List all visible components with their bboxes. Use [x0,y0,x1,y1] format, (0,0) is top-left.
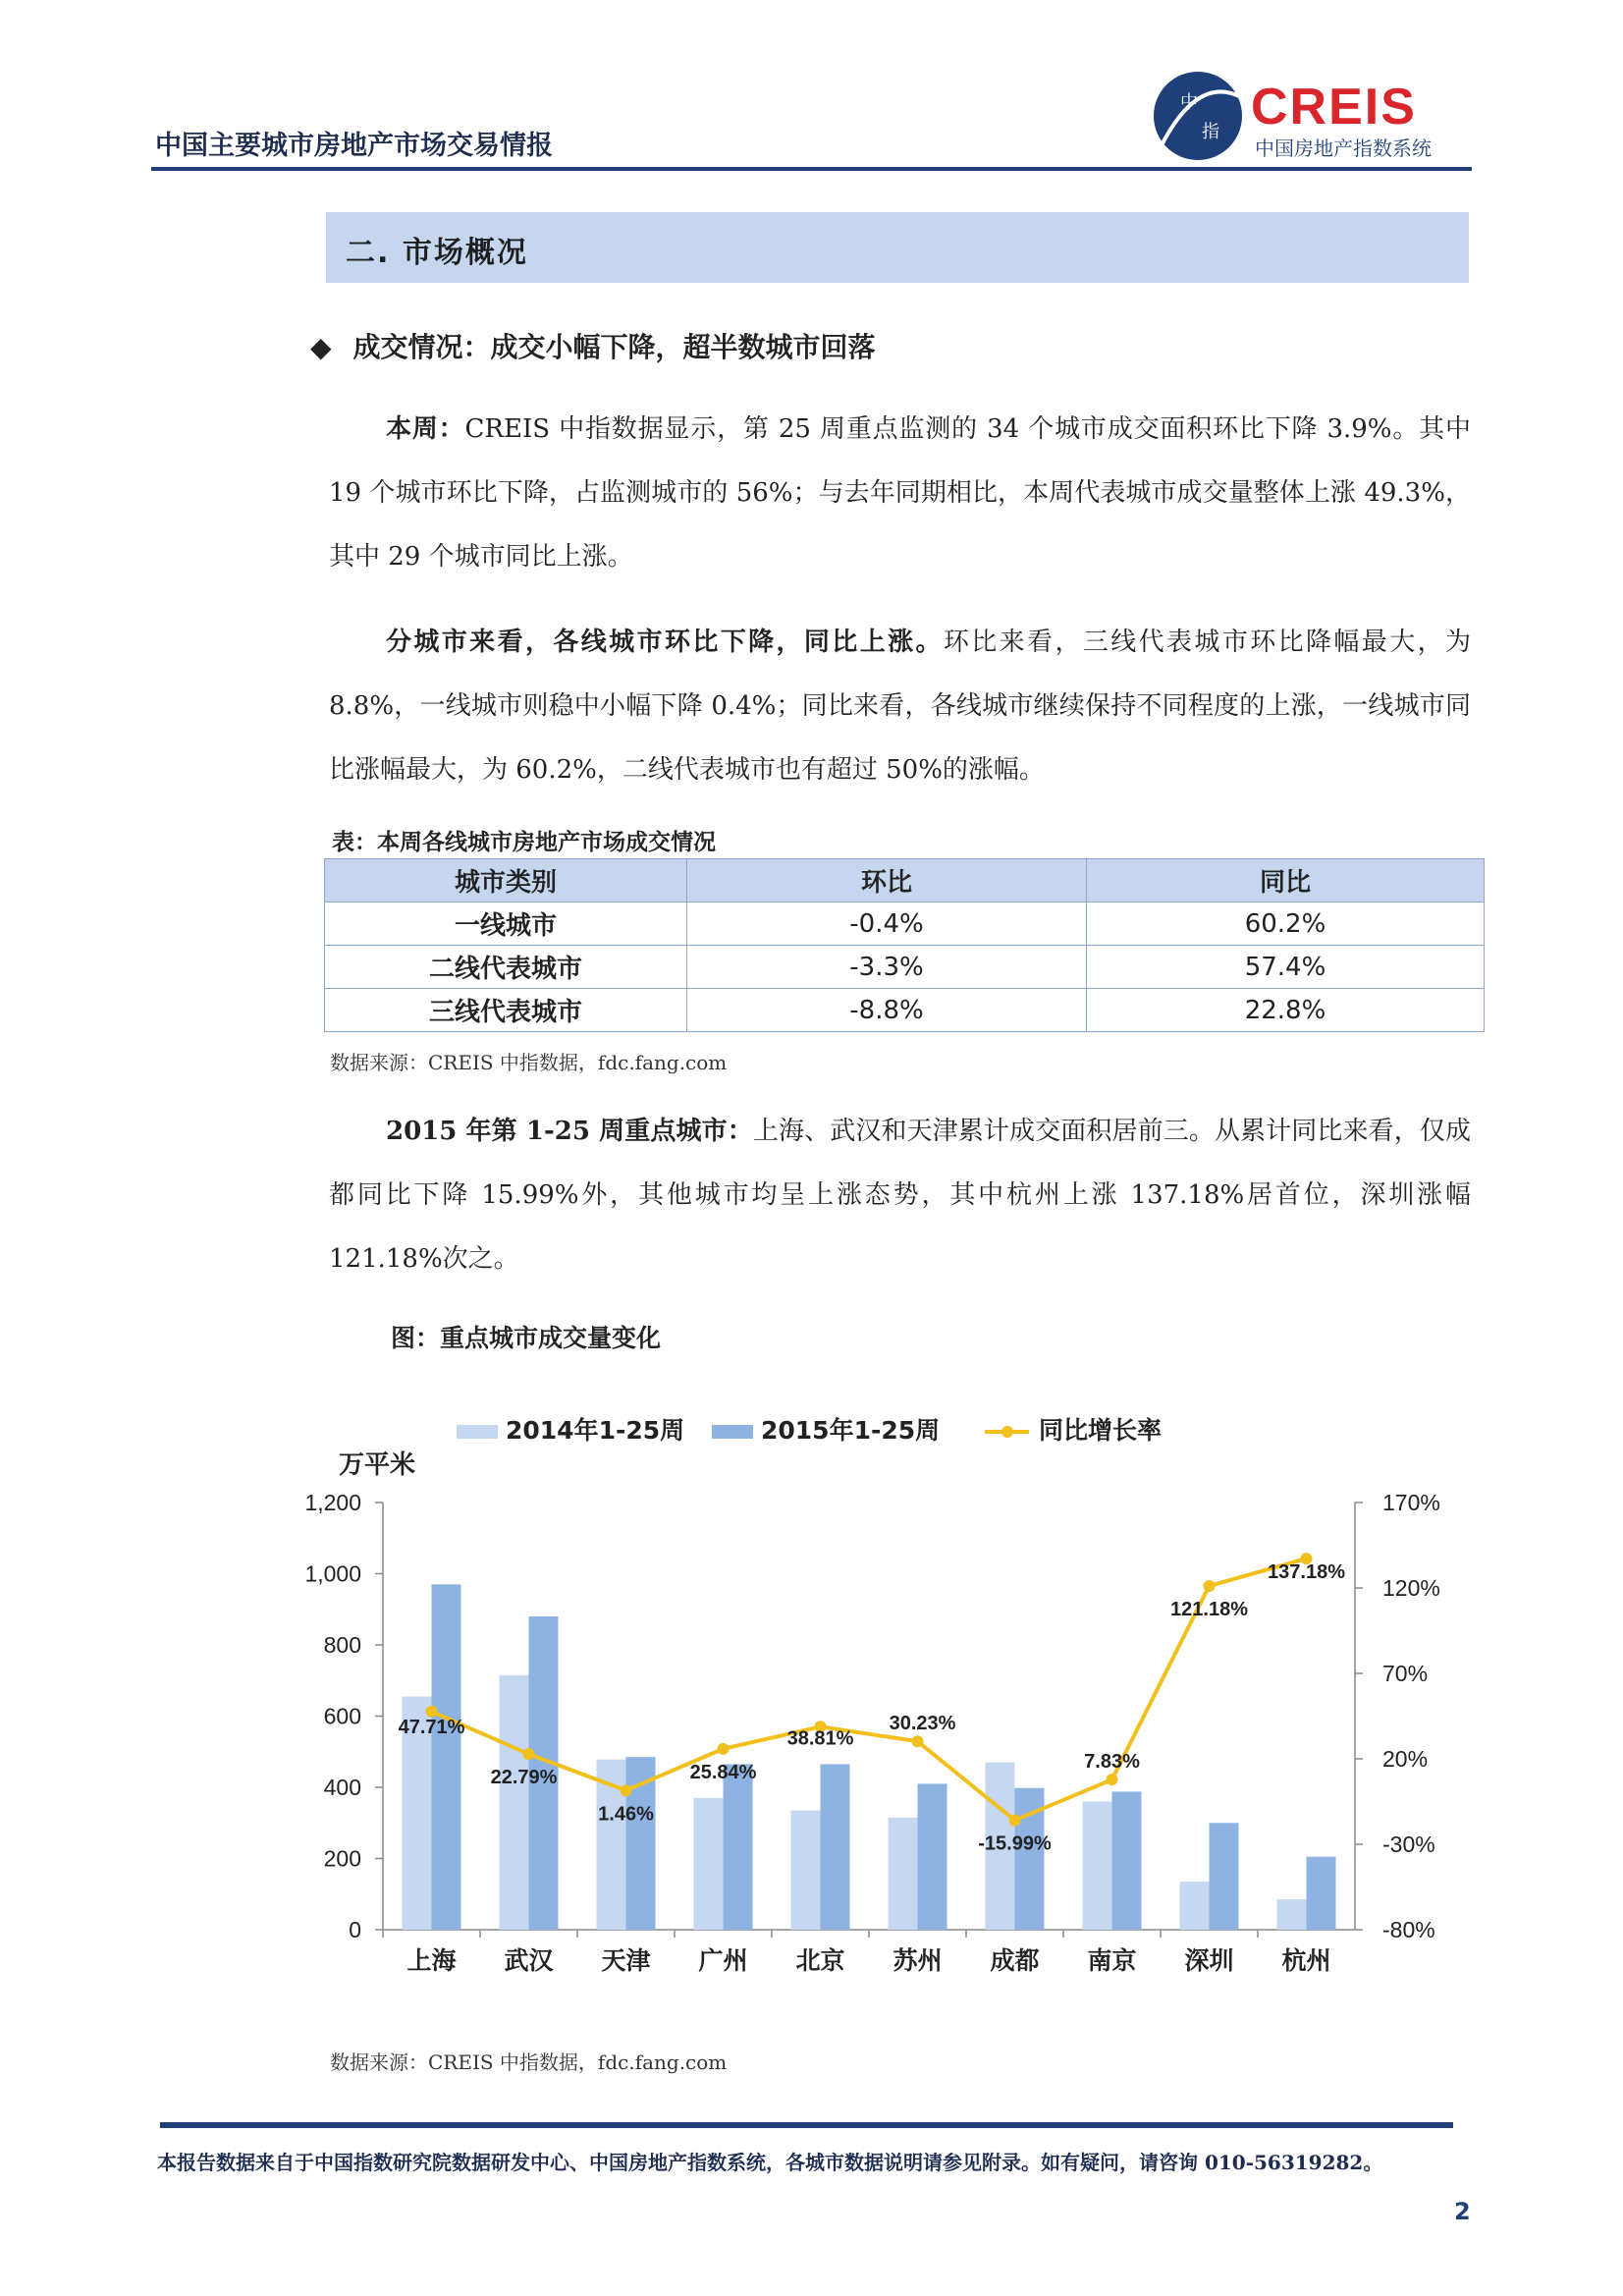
table-row [325,946,1485,989]
legend-label: 2015年1-25周 [761,1416,941,1445]
bar-2015 [1307,1857,1336,1930]
page-number: 2 [1454,2198,1471,2225]
table-cell: 60.2% [1087,902,1485,946]
paragraph-body: 环比来看，三线代表城市环比降幅最大，为 8.8%，一线城市则稳中小幅下降 0.4%；同比来看，各线城市继续保持不同程度的上涨，一线城市同比涨幅最大，为 60.2%，二线代表城市也有超过 50%的涨幅。 [329,628,1471,785]
header-divider [151,167,1472,171]
subsection-heading-text: 成交情况：成交小幅下降，超半数城市回落 [352,331,876,363]
x-tick-label: 武汉 [504,1946,554,1975]
growth-rate-point [1204,1580,1216,1592]
table-header-cell: 城市类别 [325,859,687,902]
x-tick-label: 天津 [601,1946,651,1975]
data-label: 121.18% [1170,1598,1248,1620]
bar-2014 [500,1675,529,1930]
y-tick-label: 200 [323,1845,361,1872]
data-label: 38.81% [786,1727,854,1750]
growth-rate-point [718,1743,730,1755]
table-header-row [325,859,1485,902]
data-label: 30.23% [889,1713,956,1735]
growth-rate-point [912,1735,924,1747]
data-label: -15.99% [978,1832,1052,1855]
y2-tick-label: -80% [1382,1917,1435,1942]
y-tick-label: 400 [323,1775,361,1800]
y2-tick-label: 20% [1382,1746,1429,1772]
legend-label: 2014年1-25周 [506,1416,685,1445]
legend-label: 同比增长率 [1039,1416,1163,1445]
legend-swatch [457,1425,498,1439]
paragraph-body: CREIS 中指数据显示，第 25 周重点监测的 34 个城市成交面积环比下降 3.9%。其中 19 个城市环比下降，占监测城市的 56%；与去年同期相比，本周代表城市成交量整体上涨 49.3%，其中 29 个城市同比上涨。 [329,414,1471,572]
data-label: 137.18% [1268,1561,1345,1584]
table-header-cell: 环比 [687,859,1087,902]
bullet-diamond-icon: ◆ [310,331,332,363]
table-cell: 57.4% [1087,946,1485,989]
y2-tick-label: 170% [1382,1490,1440,1515]
paragraph-lead: 本周： [386,414,465,444]
city-volume-chart [285,1394,1473,2003]
table-header-cell: 同比 [1087,859,1485,902]
table-caption: 表：本周各线城市房地产市场成交情况 [332,829,716,855]
creis-logo [1151,67,1485,165]
svg-text:中: 中 [1180,92,1198,113]
bar-2015 [821,1764,850,1930]
y-tick-label: 1,200 [304,1490,361,1515]
x-tick-label: 北京 [795,1946,845,1975]
city-tier-table [324,858,1485,1032]
bar-2014 [889,1818,918,1930]
y2-tick-label: -30% [1382,1831,1435,1857]
figure-caption: 图：重点城市成交量变化 [391,1324,662,1352]
table-cell: -3.3% [687,946,1087,989]
table-cell: -8.8% [687,989,1087,1032]
x-tick-label: 广州 [698,1946,748,1975]
table-row [325,902,1485,946]
bar-2014 [1180,1882,1210,1930]
x-tick-label: 成都 [990,1946,1040,1975]
data-label: 47.71% [398,1716,465,1738]
data-label: 7.83% [1084,1751,1140,1774]
table-cell: 二线代表城市 [325,946,687,989]
paragraph-lead: 分城市来看，各线城市环比下降，同比上涨。 [386,628,944,657]
svg-text:中国房地产指数系统: 中国房地产指数系统 [1255,137,1432,160]
bar-2015 [1112,1791,1142,1930]
table-cell: 一线城市 [325,902,687,946]
x-tick-label: 深圳 [1184,1946,1234,1975]
table-cell: 三线代表城市 [325,989,687,1032]
data-label: 1.46% [598,1803,654,1826]
svg-text:指: 指 [1202,122,1219,142]
y-tick-label: 0 [349,1917,361,1942]
report-title: 中国主要城市房地产市场交易情报 [155,131,553,161]
x-tick-label: 上海 [406,1946,457,1975]
x-tick-label: 杭州 [1281,1946,1331,1975]
subsection-heading [310,326,897,365]
legend-swatch [712,1425,753,1439]
data-label: 22.79% [490,1767,558,1789]
growth-rate-point [1107,1774,1118,1785]
footer-divider [160,2122,1453,2128]
y2-tick-label: 70% [1382,1661,1429,1686]
growth-rate-point [523,1748,535,1760]
bar-2014 [694,1798,724,1930]
y-tick-label: 600 [323,1703,361,1729]
legend-swatch-marker [1001,1426,1013,1438]
svg-text:CREIS: CREIS [1251,79,1417,136]
bar-2015 [1210,1823,1239,1930]
bar-2014 [1277,1899,1307,1930]
section-title: 二. 市场概况 [346,236,528,270]
y2-tick-label: 120% [1382,1575,1440,1601]
bar-2015 [432,1584,461,1930]
growth-rate-point [1009,1815,1021,1827]
table-source: 数据来源：CREIS 中指数据，fdc.fang.com [330,1051,728,1074]
bar-2014 [791,1811,821,1930]
paragraph-cumulative [329,1100,1471,1291]
table-row [325,989,1485,1032]
x-tick-label: 南京 [1087,1946,1137,1975]
figure-source: 数据来源：CREIS 中指数据，fdc.fang.com [330,2050,728,2074]
table-cell: -0.4% [687,902,1087,946]
bar-2015 [724,1764,753,1930]
y-tick-label: 800 [323,1632,361,1658]
paragraph-city-tiers [329,611,1471,802]
y-tick-label: 1,000 [304,1560,361,1587]
bar-2014 [1083,1802,1112,1931]
y-axis-title: 万平米 [339,1450,416,1480]
bar-2015 [918,1783,947,1930]
paragraph-lead: 2015 年第 1-25 周重点城市： [386,1117,753,1146]
growth-rate-point [621,1784,632,1796]
paragraph-weekly-summary [329,398,1471,589]
paragraph-body: 上海、武汉和天津累计成交面积居前三。从累计同比来看，仅成都同比下降 15.99%外，其他城市均呈上涨态势，其中杭州上涨 137.18%居首位，深圳涨幅 121.18%次之。 [329,1117,1471,1274]
table-cell: 22.8% [1087,989,1485,1032]
x-tick-label: 苏州 [893,1946,943,1975]
data-label: 25.84% [689,1761,757,1783]
footer-note: 本报告数据来自于中国指数研究院数据研发中心、中国房地产指数系统，各城市数据说明请参见附录。如有疑问，请咨询 010-56319282。 [157,2151,1383,2174]
